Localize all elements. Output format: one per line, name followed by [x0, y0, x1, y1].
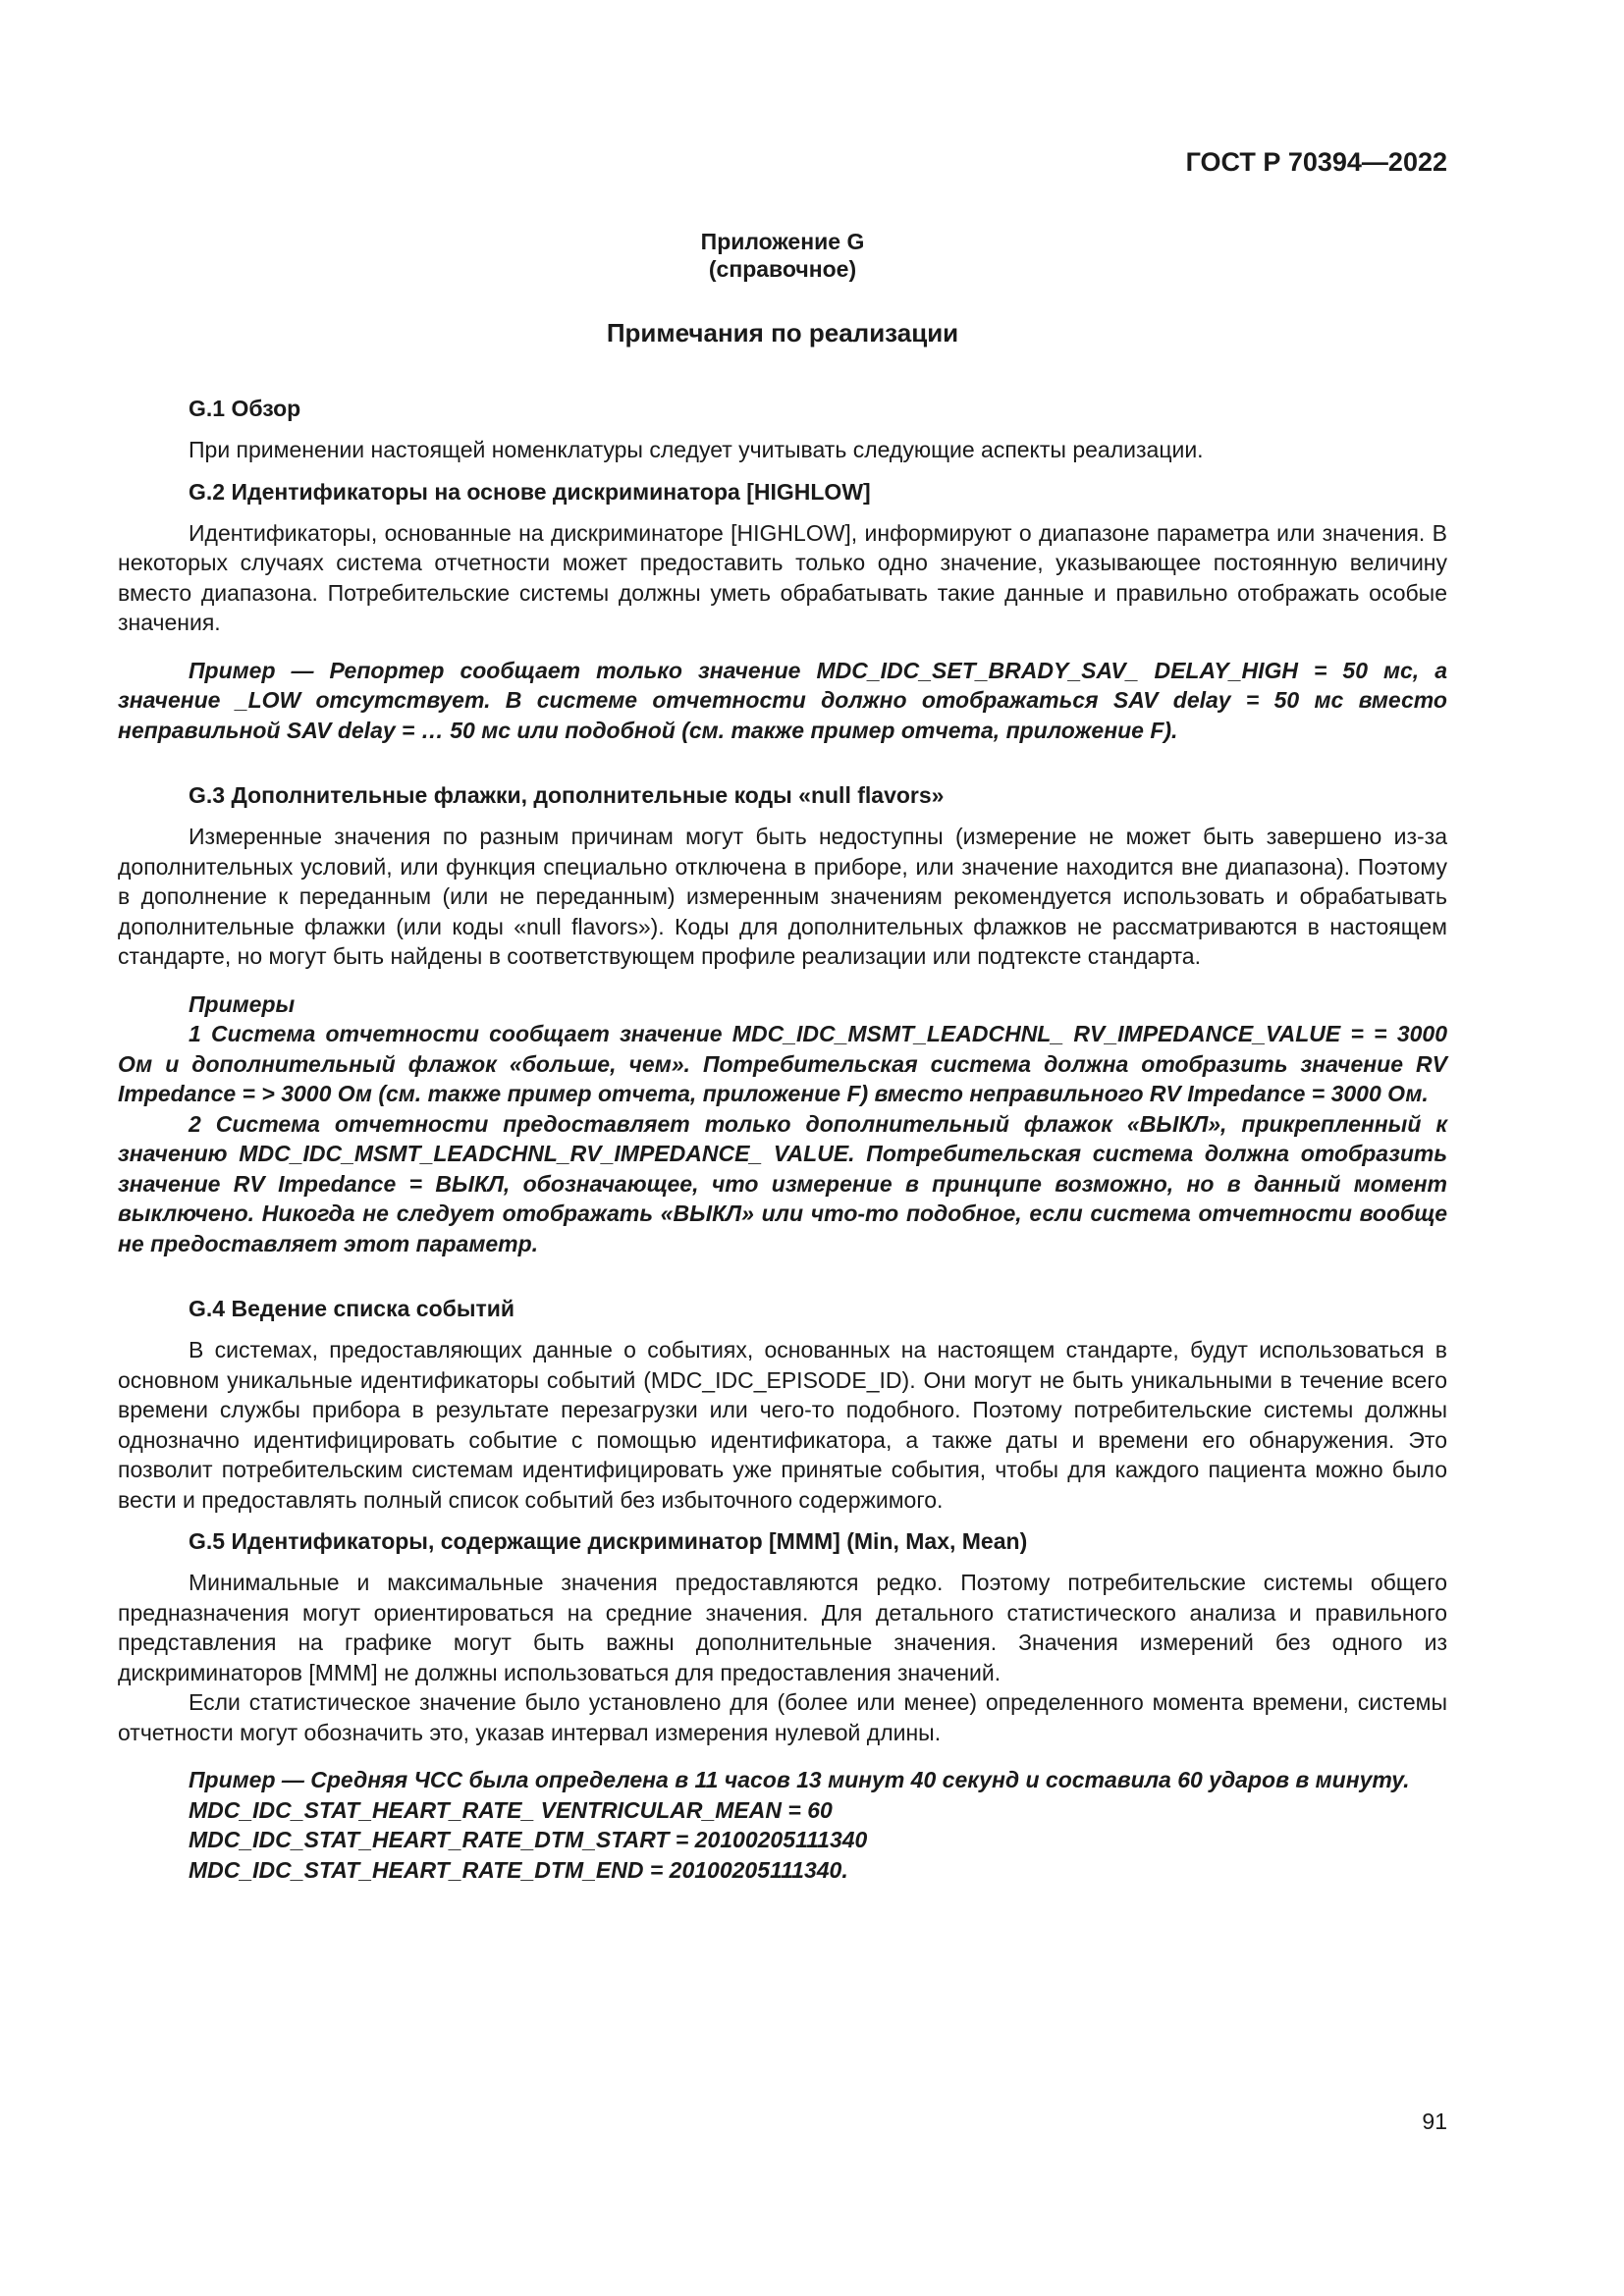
document-code: ГОСТ Р 70394—2022: [1185, 147, 1447, 177]
section-g3-example-2: 2 Система отчетности предоставляет только дополнительный флажок «ВЫКЛ», прикрепленный к значению MDC_IDC_MSMT_LEADCHNL_RV_IMPEDANCE_ VALUE. Потребительская система должна отобразить значение RV Impedance = ВЫКЛ, обозначающее, что измерение в принципе возможно, но в данный момент выключено. Никогда не следует отображать «ВЫКЛ» или что-то подобное, если система отчетности вообще не предоставляет этот параметр.: [118, 1110, 1447, 1256]
section-g3-examples: [118, 989, 1447, 1259]
section-g2-title: G.2 Идентификаторы на основе дискриминатора [HIGHLOW]: [189, 478, 871, 505]
section-g3-example-1: 1 Система отчетности сообщает значение MDC_IDC_MSMT_LEADCHNL_ RV_IMPEDANCE_VALUE = = 3000 Ом и дополнительный флажок «больше, чем». Потребительская система должна отобразить значение RV Impedance = > 3000 Ом (см. также пример отчета, приложение F) вместо неправильного RV Impedance = 3000 Ом.: [118, 1021, 1447, 1106]
section-g4-title: G.4 Ведение списка событий: [189, 1296, 515, 1321]
annex-heading: Примечания по реализации: [606, 318, 959, 347]
page-number: 91: [1422, 2109, 1447, 2134]
section-g5-paragraph-2: Если статистическое значение было установлено для (более или менее) определенного момента времени, системы отчетности могут обозначить это, указав интервал измерения нулевой длины.: [118, 1689, 1447, 1745]
section-g5-title: G.5 Идентификаторы, содержащие дискриминатор [MMM] (Min, Max, Mean): [189, 1528, 1028, 1554]
code-line: MDC_IDC_STAT_HEART_RATE_DTM_END = 20100205111340.: [189, 1856, 848, 1883]
annex-title: Приложение G: [700, 229, 865, 254]
section-g2-example: [118, 656, 1447, 746]
section-g5-example: [118, 1765, 1447, 1885]
annex-subtitle: (справочное): [708, 256, 857, 282]
section-g5-code-lines: [118, 1795, 1447, 1886]
code-line: MDC_IDC_STAT_HEART_RATE_DTM_START = 20100205111340: [189, 1827, 868, 1852]
section-g3-title: G.3 Дополнительные флажки, дополнительные коды «null flavors»: [189, 782, 945, 808]
section-g3-paragraph: Измеренные значения по разным причинам могут быть недоступны (измерение не может быть завершено из-за дополнительных условий, или функция специально отключена в приборе, или значение находится вне диапазона). Поэтому в дополнение к переданным (или не переданным) измеренным значениям рекомендуется использовать и обрабатывать дополнительные флажки (или коды «null flavors»). Коды для дополнительных флажков не рассматриваются в настоящем стандарте, но могут быть найдены в соответствующем профиле реализации или подтексте стандарта.: [118, 824, 1447, 969]
section-g1-title: G.1 Обзор: [189, 396, 301, 421]
page-content: [118, 147, 1447, 1920]
code-line: MDC_IDC_STAT_HEART_RATE_ VENTRICULAR_MEAN = 60: [189, 1796, 833, 1823]
section-g4-paragraph: В системах, предоставляющих данные о событиях, основанных на настоящем стандарте, будут использоваться в основном уникальные идентификаторы событий (MDC_IDC_EPISODE_ID). Они могут не быть уникальными в течение всего времени службы прибора в результате перезагрузки или чего-то подобного. Поэтому потребительские системы должны однозначно идентифицировать событие с помощью идентификатора, а также даты и времени его обнаружения. Это позволит потребительским системам идентифицировать уже принятые события, чтобы для каждого пациента можно было вести и предоставлять полный список событий без избыточного содержимого.: [118, 1337, 1447, 1513]
section-g5-paragraph-1: Минимальные и максимальные значения предоставляются редко. Поэтому потребительские системы общего предназначения могут ориентироваться на средние значения. Для детального статистического анализа и правильного представления на графике могут быть важны дополнительные значения. Значения измерений без одного из дискриминаторов [MMM] не должны использоваться для предоставления значений.: [118, 1570, 1447, 1685]
section-g2-paragraph: Идентификаторы, основанные на дискриминаторе [HIGHLOW], информируют о диапазоне параметра или значения. В некоторых случаях система отчетности может предоставить только одно значение, указывающее постоянную величину вместо диапазона. Потребительские системы должны уметь обрабатывать такие данные и правильно отображать особые значения.: [118, 519, 1447, 635]
section-g2-example-text: Пример — Репортер сообщает только значение MDC_IDC_SET_BRADY_SAV_ DELAY_HIGH = 50 мс, а значение _LOW отсутствует. В системе отчетности должно отображаться SAV delay = 50 мс вместо неправильной SAV delay = … 50 мс или подобной (см. также пример отчета, приложение F).: [118, 657, 1447, 743]
section-g1-paragraph: При применении настоящей номенклатуры следует учитывать следующие аспекты реализации.: [189, 437, 1204, 462]
section-g3-examples-label: Примеры: [189, 990, 296, 1017]
section-g5-example-text: Пример — Средняя ЧСС была определена в 11 часов 13 минут 40 секунд и составила 60 ударов в минуту.: [189, 1767, 1410, 1792]
